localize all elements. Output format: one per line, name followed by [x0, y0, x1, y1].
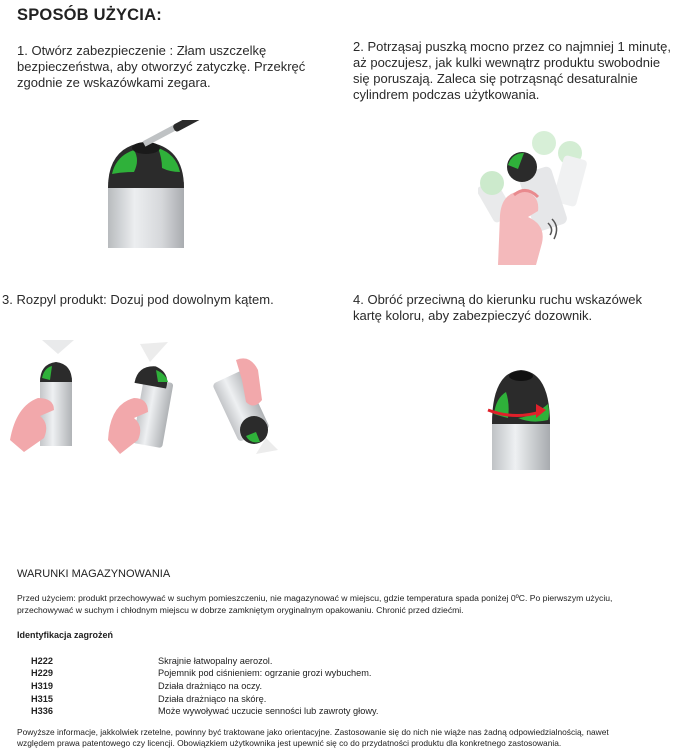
disclaimer-line: względem prawa patentowego czy licencji. Obowiązkiem użytkownika jest upewnić się co do przydatności produktu dla konkretnego zastosowania.	[17, 738, 562, 748]
hazard-row	[0, 656, 680, 668]
hazard-row	[0, 706, 680, 718]
hazard-code: H315	[31, 694, 53, 704]
shaking-hand-illustration	[478, 125, 603, 265]
step-3-text	[2, 292, 274, 308]
step-2-line: 2. Potrząsaj puszką mocno przez co najmniej 1 minutę,	[353, 39, 671, 54]
storage-line: przechowywać w suchym i chłodnym miejscu w dobrze zamkniętym oryginalnym opakowaniu. Chronić przed dziećmi.	[17, 605, 464, 615]
step-4-line: kartę koloru, aby zabezpieczyć dozownik.	[353, 308, 593, 323]
hazard-text: Pojemnik pod ciśnieniem: ogrzanie grozi wybuchem.	[158, 668, 372, 678]
rotate-cap-illustration	[484, 368, 564, 472]
step-4-text	[353, 292, 642, 324]
hazard-text: Działa drażniąco na skórę.	[158, 694, 267, 704]
hazard-row	[0, 668, 680, 680]
spraying-hands-illustration	[10, 340, 280, 460]
storage-line: Przed użyciem: produkt przechowywać w suchym pomieszczeniu, nie magazynować w miejscu, gdzie temperatura spada poniżej 0ºC. Po pierwszym użyciu,	[17, 593, 613, 603]
hazard-code: H222	[31, 656, 53, 666]
disclaimer-line: Powyższe informacje, jakkolwiek rzetelne, powinny być traktowane jako orientacyjne. Zastosowanie się do nich nie wiąże nas żadną odpowiedzialnością, nawet	[17, 727, 609, 737]
step-3-line: 3. Rozpyl produkt: Dozuj pod dowolnym kątem.	[2, 292, 274, 307]
hazard-text: Skrajnie łatwopalny aerozol.	[158, 656, 273, 666]
hazard-row	[0, 681, 680, 693]
hazard-text: Może wywoływać uczucie senności lub zawroty głowy.	[158, 706, 379, 716]
hazards-title: Identyfikacja zagrożeń	[17, 630, 114, 640]
hazard-row	[0, 694, 680, 706]
step-1-line: zgodnie ze wskazówkami zegara.	[17, 75, 211, 90]
hazard-code: H336	[31, 706, 53, 716]
hazard-code: H229	[31, 668, 53, 678]
hazard-code: H319	[31, 681, 53, 691]
step-1-line: bezpieczeństwa, aby otworzyć zatyczkę. Przekręć	[17, 59, 306, 74]
spray-can-tool-illustration	[100, 120, 215, 250]
step-4-line: 4. Obróć przeciwną do kierunku ruchu wskazówek	[353, 292, 643, 307]
step-1-line: 1. Otwórz zabezpieczenie : Złam uszczelkę	[17, 43, 267, 58]
step-2-text	[353, 39, 671, 103]
step-2-line: aż poczujesz, jak kulki wewnątrz produktu swobodnie	[353, 55, 661, 70]
storage-text	[17, 592, 612, 616]
page-title: SPOSÓB UŻYCIA:	[17, 6, 162, 24]
step-2-line: się poruszają. Zaleca się potrząsnąć desaturalnie	[353, 71, 638, 86]
step-1-text	[17, 43, 305, 91]
disclaimer	[17, 727, 677, 749]
step-2-line: cylindrem podczas użytkowania.	[353, 87, 540, 102]
storage-title: WARUNKI MAGAZYNOWANIA	[17, 568, 171, 580]
hazard-text: Działa drażniąco na oczy.	[158, 681, 263, 691]
